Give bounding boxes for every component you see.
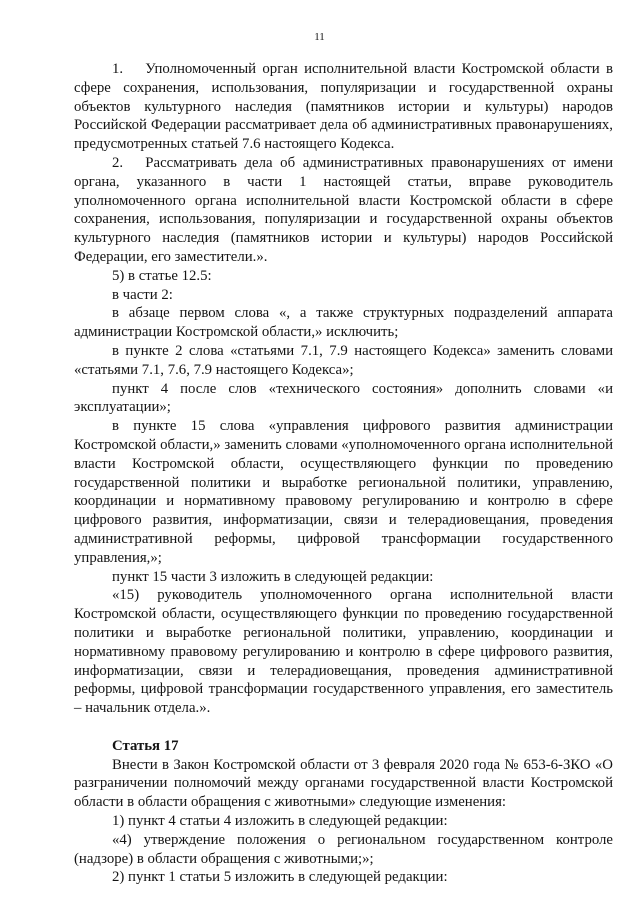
paragraph: 2) пункт 1 статьи 5 изложить в следующей редакции:	[112, 869, 448, 886]
paragraph: пункт 15 части 3 изложить в следующей редакции:	[112, 568, 434, 585]
paragraph: 1. Уполномоченный орган исполнительной власти Костромской области в сфере сохранения, использования, популяризации и государственной охраны объектов культурного наследия (памятников истории и культуры) народов Российской Федерации рассматривает дела об административных правонарушениях, предусмотренных статьей 7.6 настоящего Кодекса.	[74, 61, 613, 153]
paragraph: 1) пункт 4 статьи 4 изложить в следующей редакции:	[112, 813, 448, 830]
paragraph: в абзаце первом слова «, а также структурных подразделений аппарата администрации Костромской области,» исключить;	[74, 305, 613, 341]
paragraph: в пункте 15 слова «управления цифрового развития администрации Костромской области,» заменить словами «уполномоченного органа исполнительной власти Костромской области, осуществляющего функции по проведению государственной политики и выработке региональной политики, управлению, координации и нормативному правовому регулированию и контролю в сфере цифрового развития, информатизации, связи и телерадиовещания, проведения административной реформы, цифровой трансформации государственного управления,»;	[74, 418, 613, 566]
paragraph: в пункте 2 слова «статьями 7.1, 7.9 настоящего Кодекса» заменить словами «статьями 7.1, 7.6, 7.9 настоящего Кодекса»;	[74, 342, 613, 378]
paragraph: пункт 4 после слов «технического состояния» дополнить словами «и эксплуатации»;	[74, 380, 613, 416]
article-title: Статья 17	[112, 737, 179, 754]
paragraph: 5) в статье 12.5:	[112, 267, 212, 284]
paragraph: Внести в Закон Костромской области от 3 февраля 2020 года № 653-6-ЗКО «О разграничении полномочий между органами государственной власти Костромской области в области обращения с животными» следующие изменения:	[74, 756, 613, 811]
paragraph: «4) утверждение положения о региональном государственном контроле (надзоре) в области обращения с животными;»;	[74, 831, 613, 867]
paragraph: 2. Рассматривать дела об административных правонарушениях от имени органа, указанного в части 1 настоящей статьи, вправе руководитель уполномоченного органа исполнительной власти Костромской области в сфере сохранения, использования, популяризации и государственной охраны объектов культурного наследия (памятников истории и культуры) народов Российской Федерации, его заместители.».	[74, 154, 613, 265]
page-number: 11	[314, 31, 325, 43]
paragraph: в части 2:	[112, 286, 173, 303]
paragraph: «15) руководитель уполномоченного органа исполнительной власти Костромской области, осуществляющего функции по проведению государственной политики и выработке региональной политики, управлению, координации и нормативному правовому регулированию и контролю в сфере цифрового развития, информатизации, связи и телерадиовещания, проведения административной реформы, цифровой трансформации государственного управления, его заместитель – начальник отдела.».	[74, 587, 613, 717]
